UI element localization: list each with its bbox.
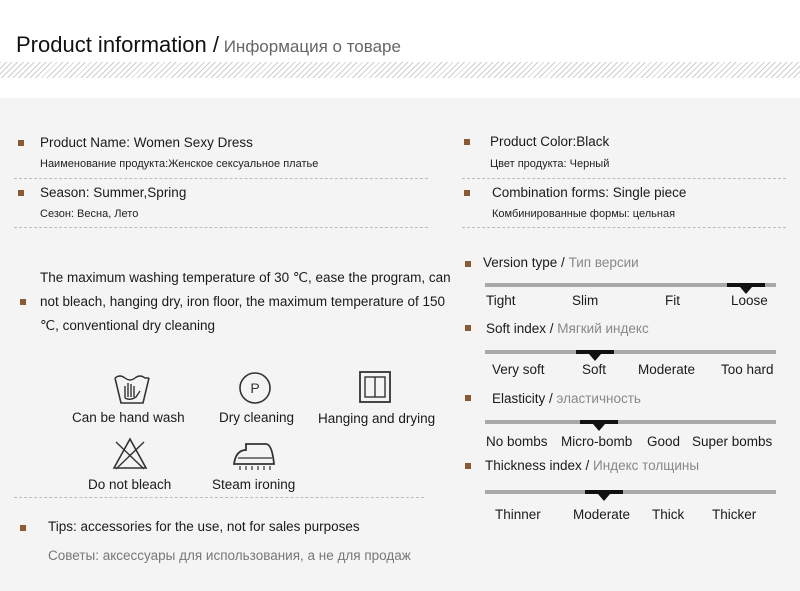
tips: Tips: accessories for the use, not for sales purposes [48, 519, 360, 534]
page-title-en: Product information / [16, 32, 219, 57]
no-bleach-icon [110, 436, 150, 472]
dry-cleaning-label: Dry cleaning [219, 410, 295, 425]
version-level-loose: Loose [731, 293, 768, 308]
hanging-dry-icon [355, 370, 395, 406]
version-level-slim: Slim [572, 293, 599, 308]
version-level-fit: Fit [665, 293, 680, 308]
combination-forms: Combination forms: Single piece [492, 185, 687, 200]
product-name: Product Name: Women Sexy Dress [40, 135, 253, 150]
page-title-ru: Информация о товаре [218, 37, 401, 56]
no-bleach-label: Do not bleach [88, 477, 172, 492]
thickness-index-title-ru: Индекс толщины [589, 458, 700, 473]
thickness-level-moderate: Moderate [573, 507, 631, 522]
thickness-index-title [485, 458, 699, 473]
elasticity-title [492, 391, 641, 406]
soft-level-soft: Soft [582, 362, 607, 377]
divider [462, 178, 786, 179]
season: Season: Summer,Spring [40, 185, 187, 200]
bullet-icon [464, 190, 470, 196]
thickness-index-bar [485, 490, 776, 494]
product-color: Product Color:Black [490, 134, 610, 149]
season-ru: Сезон: Весна, Лето [40, 208, 139, 220]
bullet-icon [465, 325, 471, 331]
bullet-icon [465, 395, 471, 401]
hanging-dry-label: Hanging and drying [318, 411, 436, 426]
soft-index-title-en: Soft index / [486, 321, 554, 336]
steam-iron-label: Steam ironing [212, 477, 296, 492]
version-type-title [483, 255, 639, 270]
elasticity-level-super-bombs: Super bombs [692, 434, 773, 449]
elasticity-bar [485, 420, 776, 424]
soft-level-too-hard: Too hard [721, 362, 774, 377]
elasticity-level-no-bombs: No bombs [486, 434, 548, 449]
elasticity-level-good: Good [647, 434, 681, 449]
divider [462, 227, 786, 228]
thickness-level-thinner: Thinner [495, 507, 541, 522]
thickness-index-title-en: Thickness index / [485, 458, 590, 473]
tips-ru: Советы: аксессуары для использования, а не для продаж [48, 548, 411, 563]
divider [14, 227, 428, 228]
bullet-icon [465, 463, 471, 469]
bullet-icon [20, 299, 26, 305]
thickness-level-thicker: Thicker [712, 507, 757, 522]
soft-index-title [486, 321, 649, 336]
thickness-level-thick: Thick [652, 507, 685, 522]
dry-cleaning-icon [235, 370, 275, 406]
soft-index-pointer-icon [589, 354, 601, 361]
soft-index-bar [485, 350, 776, 354]
bullet-icon [20, 525, 26, 531]
page-title [16, 32, 401, 58]
product-name-ru: Наименование продукта:Женское сексуальное платье [40, 158, 319, 170]
elasticity-level-micro-bomb: Micro-bomb [561, 434, 633, 449]
steam-iron-icon [232, 436, 272, 472]
version-type-title-en: Version type / [483, 255, 565, 270]
thickness-index-pointer-icon [598, 494, 610, 501]
hand-wash-label: Can be hand wash [72, 410, 185, 425]
header-hatch-divider [0, 62, 800, 78]
divider [14, 497, 424, 498]
version-type-title-ru: Тип версии [564, 255, 639, 270]
version-level-tight: Tight [486, 293, 516, 308]
elasticity-pointer-icon [593, 424, 605, 431]
elasticity-title-ru: эластичность [552, 391, 641, 406]
soft-index-title-ru: Мягкий индекс [553, 321, 649, 336]
dry-cleaning-symbol: P [250, 380, 260, 396]
bullet-icon [18, 140, 24, 146]
soft-level-very-soft: Very soft [492, 362, 545, 377]
bullet-icon [465, 261, 471, 267]
divider [14, 178, 428, 179]
hand-wash-icon [112, 370, 152, 406]
combination-forms-ru: Комбинированные формы: цельная [492, 208, 676, 220]
soft-level-moderate: Moderate [638, 362, 696, 377]
bullet-icon [464, 139, 470, 145]
elasticity-title-en: Elasticity / [492, 391, 553, 406]
washing-instructions: The maximum washing temperature of 30 ℃, ease the program, can not bleach, hanging dry, iron floor, the maximum temperature of 150 ℃, conventional dry cleaning [40, 270, 451, 333]
bullet-icon [18, 190, 24, 196]
product-color-ru: Цвет продукта: Черный [490, 158, 610, 170]
